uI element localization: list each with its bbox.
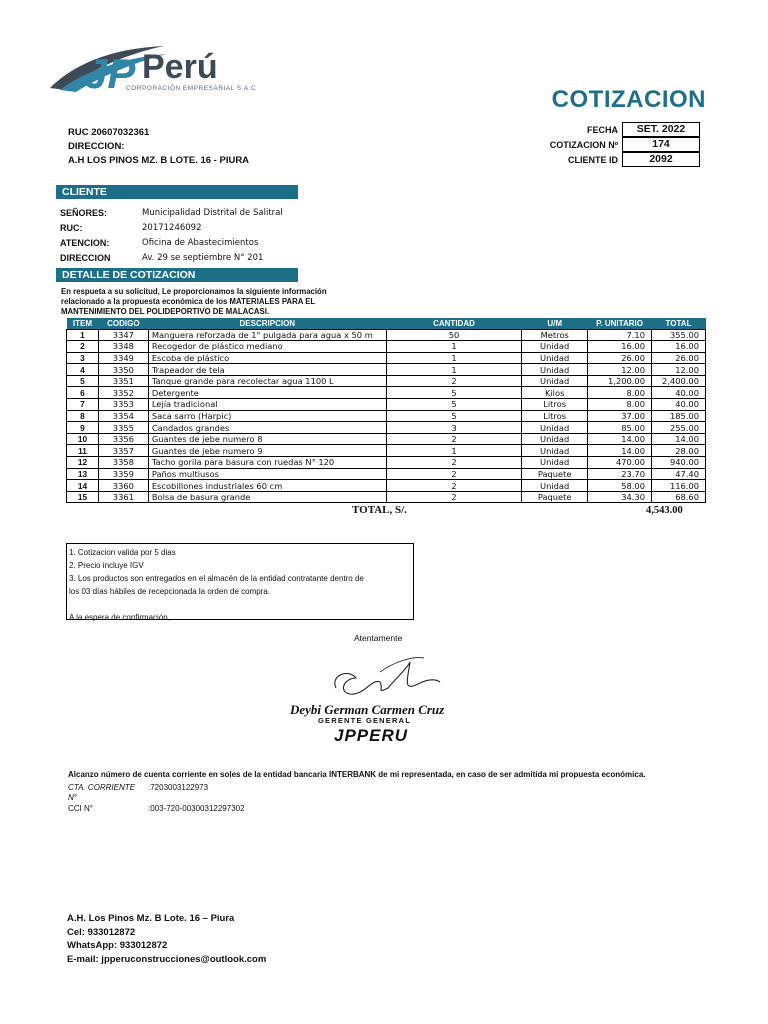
item-number: 6 [67, 387, 99, 399]
item-unit-price: 37.00 [588, 410, 652, 422]
column-header: CODIGO [98, 318, 148, 329]
item-unit-price: 16.00 [588, 341, 652, 353]
item-number: 13 [67, 468, 99, 480]
signature-company: JPPERU [334, 726, 409, 744]
client-name: Municipalidad Distrital de Salitral [142, 207, 283, 218]
item-code: 3358 [98, 457, 148, 469]
table-row [67, 329, 706, 341]
item-unit: Paquete [522, 468, 588, 480]
item-code: 3354 [98, 410, 148, 422]
item-quantity: 2 [386, 491, 521, 503]
item-number: 8 [67, 410, 99, 422]
intro-line: relacionado a la propuesta económica de los MATERIALES PARA EL [61, 297, 316, 306]
item-unit-price: 34.30 [588, 491, 652, 503]
item-unit: Unidad [522, 375, 588, 387]
condition-line: 3. Los productos son entregados en el almacén de la entidad contratante dentro de [69, 574, 364, 583]
item-code: 3355 [98, 422, 148, 434]
item-number: 15 [67, 491, 99, 503]
item-unit: Kilos [522, 387, 588, 399]
item-code: 3350 [98, 364, 148, 376]
item-unit-price: 23.70 [588, 468, 652, 480]
condition-line: los 03 días hábiles de recepcionada la orden de compra. [69, 587, 271, 596]
company-address: A.H LOS PINOS MZ. B LOTE. 16 - PIURA [68, 155, 250, 166]
item-unit-price: 470.00 [588, 457, 652, 469]
intro-line: En respueta a su solicitud, Le proporcionamos la siguiente información [61, 287, 327, 296]
item-code: 3351 [98, 375, 148, 387]
client-row [60, 235, 283, 250]
item-code: 3353 [98, 399, 148, 411]
total-label: TOTAL, S/. [352, 504, 407, 516]
table-row [67, 375, 706, 387]
meta-row-fecha [520, 122, 700, 137]
svg-text:Perú: Perú [142, 48, 218, 86]
item-quantity: 2 [386, 480, 521, 492]
items-table [66, 318, 706, 503]
client-attention: Oficina de Abastecimientos [142, 237, 259, 248]
item-total: 16.00 [652, 341, 706, 353]
item-quantity: 2 [386, 468, 521, 480]
footer-cel: Cel: 933012872 [67, 926, 136, 938]
table-row [67, 410, 706, 422]
closing-text: Atentamente [354, 633, 403, 643]
bank-account: :7203003122973 [148, 782, 209, 792]
item-description: Bolsa de basura grande [148, 491, 386, 503]
bank-label: N° [68, 793, 77, 803]
item-quantity: 3 [386, 422, 521, 434]
item-code: 3347 [98, 329, 148, 341]
item-quantity: 2 [386, 375, 521, 387]
item-code: 3359 [98, 468, 148, 480]
item-total: 68.60 [652, 491, 706, 503]
item-description: Candados grandes [148, 422, 386, 434]
item-number: 10 [67, 433, 99, 445]
item-total: 26.00 [652, 352, 706, 364]
item-number: 14 [67, 480, 99, 492]
item-number: 7 [67, 399, 99, 411]
item-description: Manguera reforzada de 1" pulgada para agua x 50 m [148, 329, 386, 341]
condition-line [69, 598, 411, 611]
table-row [67, 445, 706, 457]
meta-row-cotizacion [520, 137, 700, 152]
item-unit: Unidad [522, 433, 588, 445]
item-total: 40.00 [652, 399, 706, 411]
document-title: COTIZACION [551, 86, 706, 113]
signature-role: GERENTE GENERAL [318, 716, 412, 725]
item-total: 14.00 [652, 433, 706, 445]
item-quantity: 2 [386, 457, 521, 469]
client-label: SEÑORES: [60, 207, 108, 218]
item-number: 5 [67, 375, 99, 387]
meta-value-cliente-id: 2092 [622, 152, 700, 167]
meta-value-fecha: SET. 2022 [622, 122, 700, 137]
meta-label: CLIENTE ID [567, 154, 618, 165]
item-total: 28.00 [652, 445, 706, 457]
conditions-box [66, 543, 414, 620]
table-row [67, 457, 706, 469]
item-number: 12 [67, 457, 99, 469]
quote-meta [520, 122, 700, 167]
item-unit: Paquete [522, 491, 588, 503]
item-total: 40.00 [652, 387, 706, 399]
item-unit-price: 14.00 [588, 445, 652, 457]
item-code: 3349 [98, 352, 148, 364]
item-description: Guantes de jebe numero 8 [148, 433, 386, 445]
item-quantity: 1 [386, 364, 521, 376]
table-row [67, 491, 706, 503]
item-code: 3357 [98, 445, 148, 457]
item-total: 185.00 [652, 410, 706, 422]
item-number: 9 [67, 422, 99, 434]
signature-stamp [284, 648, 480, 744]
item-unit: Unidad [522, 457, 588, 469]
item-unit: Unidad [522, 364, 588, 376]
item-unit: Unidad [522, 480, 588, 492]
item-total: 12.00 [652, 364, 706, 376]
items-body [67, 329, 706, 503]
item-unit-price: 12.00 [588, 364, 652, 376]
bank-cci: :003-720-00300312297302 [148, 803, 245, 813]
item-unit-price: 14.00 [588, 433, 652, 445]
company-info [68, 126, 249, 168]
table-row [67, 433, 706, 445]
meta-label: FECHA [587, 124, 618, 135]
item-number: 1 [67, 329, 99, 341]
item-quantity: 1 [386, 352, 521, 364]
item-quantity: 1 [386, 341, 521, 353]
item-number: 2 [67, 341, 99, 353]
table-row [67, 480, 706, 492]
item-quantity: 5 [386, 410, 521, 422]
footer-contact [67, 912, 266, 966]
total-value: 4,543.00 [646, 505, 683, 516]
table-row [67, 468, 706, 480]
table-row [67, 341, 706, 353]
table-row [67, 422, 706, 434]
item-description: Detergente [148, 387, 386, 399]
bank-row [68, 793, 646, 804]
client-row [60, 205, 283, 220]
client-row [60, 220, 283, 235]
item-code: 3361 [98, 491, 148, 503]
signature-name: Deybi German Carmen Cruz [290, 702, 445, 717]
column-header: P. UNITARIO [588, 318, 652, 329]
logo-subtitle: CORPORACIÓN EMPRESARIAL S.A.C [126, 85, 257, 92]
item-unit-price: 58.00 [588, 480, 652, 492]
item-unit: Unidad [522, 422, 588, 434]
bank-info [68, 770, 646, 814]
bank-row [68, 782, 646, 793]
item-number: 11 [67, 445, 99, 457]
item-description: Guantes de jebe numero 9 [148, 445, 386, 457]
table-row [67, 364, 706, 376]
item-total: 355.00 [652, 329, 706, 341]
column-header: DESCRIPCION [148, 318, 386, 329]
column-header: TOTAL [652, 318, 706, 329]
client-label: RUC: [60, 222, 83, 233]
client-row [60, 250, 283, 265]
bank-label: CCI N° [68, 803, 93, 813]
section-header-cliente: CLIENTE [56, 185, 298, 199]
bank-label: CTA. CORRIENTE [68, 782, 135, 792]
item-code: 3360 [98, 480, 148, 492]
client-info [60, 205, 283, 265]
item-description: Escobillones industriales 60 cm [148, 480, 386, 492]
item-unit: Metros [522, 329, 588, 341]
item-number: 3 [67, 352, 99, 364]
intro-line: MANTENIMIENTO DEL POLIDEPORTIVO DE MALACASI. [61, 307, 270, 316]
table-row [67, 399, 706, 411]
item-unit-price: 1,200.00 [588, 375, 652, 387]
column-header: CANTIDAD [386, 318, 521, 329]
item-unit: Unidad [522, 352, 588, 364]
company-ruc: RUC 20607032361 [68, 127, 150, 138]
section-header-detalle: DETALLE DE COTIZACION [56, 268, 298, 282]
column-header: U/M [522, 318, 588, 329]
item-unit: Litros [522, 399, 588, 411]
item-description: Lejía tradicional [148, 399, 386, 411]
item-code: 3352 [98, 387, 148, 399]
intro-text [61, 287, 361, 317]
item-unit: Unidad [522, 445, 588, 457]
condition-line: 2. Precio incluye IGV [69, 561, 144, 570]
item-quantity: 5 [386, 387, 521, 399]
item-unit-price: 26.00 [588, 352, 652, 364]
item-quantity: 50 [386, 329, 521, 341]
table-header-row [67, 318, 706, 329]
item-code: 3348 [98, 341, 148, 353]
company-address-label: DIRECCION: [68, 141, 125, 152]
client-address: Av. 29 se septiembre N° 201 [142, 252, 264, 263]
item-description: Tacho gorila para basura con ruedas N° 120 [148, 457, 386, 469]
item-total: 255.00 [652, 422, 706, 434]
bank-row [68, 803, 646, 814]
meta-value-cotizacion: 174 [622, 137, 700, 152]
item-description: Saca sarro (Harpic) [148, 410, 386, 422]
svg-text:JP: JP [84, 50, 136, 97]
item-number: 4 [67, 364, 99, 376]
table-row [67, 387, 706, 399]
item-description: Tanque grande para recolectar agua 1100 L [148, 375, 386, 387]
item-total: 116.00 [652, 480, 706, 492]
condition-line: 1. Cotizacion valida por 5 dias [69, 548, 176, 557]
client-ruc: 20171246092 [142, 222, 202, 233]
footer-email: E-mail: jpperuconstrucciones@outlook.com [67, 953, 267, 965]
item-quantity: 5 [386, 399, 521, 411]
item-total: 940.00 [652, 457, 706, 469]
item-unit-price: 85.00 [588, 422, 652, 434]
table-row [67, 352, 706, 364]
meta-label: COTIZACION Nº [549, 139, 618, 150]
item-unit-price: 8.00 [588, 399, 652, 411]
client-label: DIRECCION [60, 252, 111, 263]
item-description: Recogedor de plástico mediano [148, 341, 386, 353]
item-code: 3356 [98, 433, 148, 445]
item-unit: Unidad [522, 341, 588, 353]
item-total: 2,400.00 [652, 375, 706, 387]
item-unit-price: 8.00 [588, 387, 652, 399]
footer-whatsapp: WhatsApp: 933012872 [67, 940, 168, 951]
item-unit-price: 7.10 [588, 329, 652, 341]
item-unit: Litros [522, 410, 588, 422]
client-label: ATENCION: [60, 237, 110, 248]
item-quantity: 1 [386, 445, 521, 457]
footer-address: A.H. Los Pinos Mz. B Lote. 16 – Piura [67, 913, 235, 924]
column-header: ITEM [67, 318, 99, 329]
item-quantity: 2 [386, 433, 521, 445]
item-total: 47.40 [652, 468, 706, 480]
meta-row-cliente-id [520, 152, 700, 167]
bank-intro: Alcanzo número de cuenta corriente en soles de la entidad bancaria INTERBANK de mi representada, en caso de ser admitida mi propuesta económica. [68, 770, 646, 779]
condition-line: A la espera de confirmación, [69, 613, 170, 622]
item-description: Paños multiusos [148, 468, 386, 480]
item-description: Trapeador de tela [148, 364, 386, 376]
item-description: Escoba de plástico [148, 352, 386, 364]
